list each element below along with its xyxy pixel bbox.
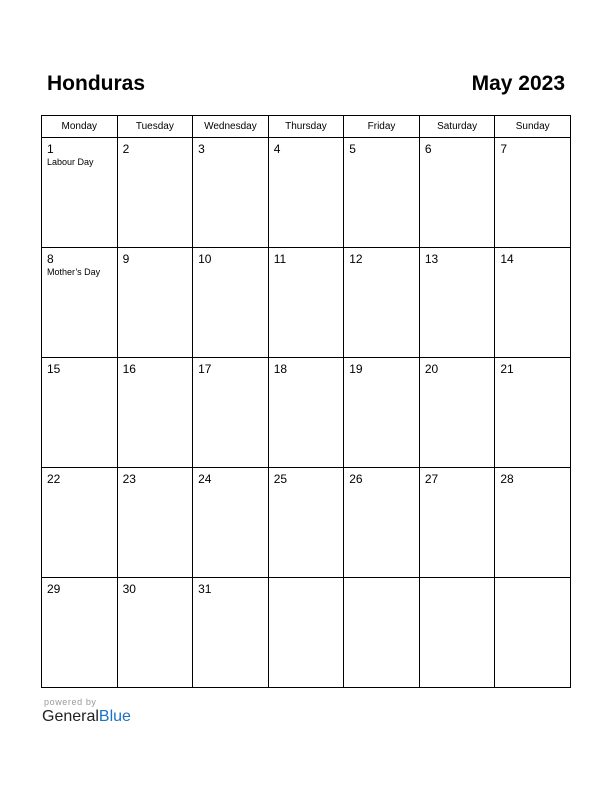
day-number: 9: [122, 252, 130, 266]
day-number: 30: [122, 582, 136, 596]
day-cell: [193, 358, 269, 468]
day-number: 29: [47, 582, 61, 596]
day-cell: [117, 578, 193, 688]
day-cell: [268, 248, 344, 358]
weekday-monday: Monday: [42, 116, 118, 138]
powered-by-text: powered by: [44, 697, 97, 707]
weekday-friday: Friday: [344, 116, 420, 138]
holiday-label: Mother’s Day: [47, 267, 101, 277]
day-cell: [193, 468, 269, 578]
day-cell: [117, 138, 193, 248]
day-number: 7: [500, 142, 508, 156]
day-number: 3: [198, 142, 205, 156]
day-cell: [193, 578, 269, 688]
week-row: [42, 138, 571, 248]
day-number: 24: [198, 472, 212, 486]
brand-blue: Blue: [98, 708, 131, 725]
day-cell: [268, 138, 344, 248]
week-row: [42, 468, 571, 578]
day-cell: [344, 138, 420, 248]
day-cell: [42, 578, 118, 688]
day-number: 16: [122, 362, 136, 376]
day-cell: [419, 358, 495, 468]
calendar-header: [47, 72, 565, 98]
day-number: 22: [47, 472, 61, 486]
day-cell: [268, 578, 344, 688]
day-cell: [344, 578, 420, 688]
day-cell: [117, 358, 193, 468]
day-cell: [495, 468, 571, 578]
month-title: May 2023: [471, 72, 565, 95]
day-cell: [42, 468, 118, 578]
day-number: 10: [198, 252, 212, 266]
day-number: 15: [47, 362, 61, 376]
day-cell: [42, 358, 118, 468]
day-cell: [495, 248, 571, 358]
day-cell: [344, 358, 420, 468]
weekday-tuesday: Tuesday: [117, 116, 193, 138]
day-cell: [419, 248, 495, 358]
day-number: 13: [424, 252, 439, 266]
day-number: 1: [47, 142, 54, 156]
day-number: 19: [349, 362, 363, 376]
day-cell: [117, 468, 193, 578]
day-cell: [419, 468, 495, 578]
day-number: 18: [273, 362, 288, 376]
day-cell: [193, 248, 269, 358]
day-number: 6: [424, 142, 432, 156]
day-number: 14: [500, 252, 514, 266]
day-cell: [495, 578, 571, 688]
calendar-body: [42, 138, 571, 688]
day-cell: [268, 468, 344, 578]
day-number: 2: [122, 142, 130, 156]
week-row: [42, 578, 571, 688]
footer: [42, 697, 131, 726]
day-number: 31: [198, 582, 212, 596]
day-number: 28: [500, 472, 514, 486]
weekday-saturday: Saturday: [419, 116, 495, 138]
day-cell: [419, 578, 495, 688]
day-cell: [193, 138, 269, 248]
day-cell: [42, 248, 118, 358]
day-cell: [495, 138, 571, 248]
day-number: 11: [273, 252, 287, 266]
day-number: 21: [500, 362, 514, 376]
day-cell: [495, 358, 571, 468]
day-number: 4: [273, 142, 281, 156]
weekday-sunday: Sunday: [495, 116, 571, 138]
brand-general: General: [42, 708, 99, 725]
day-number: 12: [349, 252, 363, 266]
country-title: Honduras: [47, 72, 146, 95]
day-number: 25: [273, 472, 288, 486]
weekday-thursday: Thursday: [268, 116, 344, 138]
day-number: 5: [349, 142, 356, 156]
day-cell: [344, 468, 420, 578]
weekday-header-row: [42, 116, 571, 138]
day-cell: [344, 248, 420, 358]
calendar-grid: [41, 115, 571, 688]
day-cell: [42, 138, 118, 248]
day-number: 27: [424, 472, 439, 486]
day-number: 20: [424, 362, 439, 376]
weekday-wednesday: Wednesday: [193, 116, 269, 138]
generalblue-logo: [42, 708, 131, 726]
day-cell: [117, 248, 193, 358]
week-row: [42, 248, 571, 358]
day-number: 8: [47, 252, 54, 266]
day-number: 17: [198, 362, 212, 376]
day-cell: [419, 138, 495, 248]
day-number: 23: [122, 472, 136, 486]
week-row: [42, 358, 571, 468]
day-cell: [268, 358, 344, 468]
day-number: 26: [349, 472, 363, 486]
holiday-label: Labour Day: [47, 157, 94, 167]
